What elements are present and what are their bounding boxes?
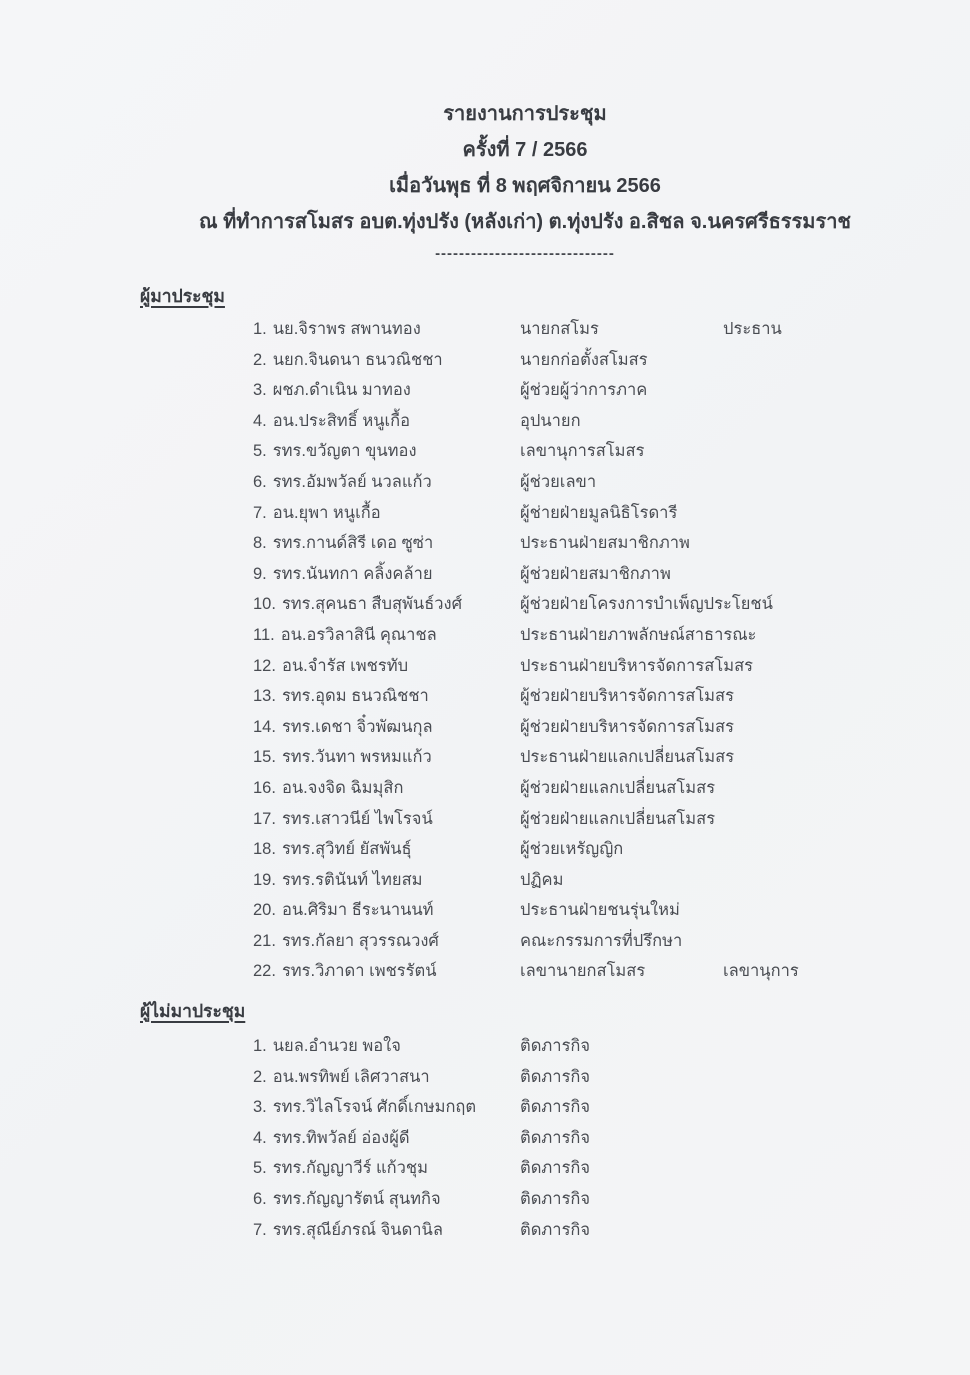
list-item [253,1184,910,1215]
attendees-section [140,268,910,987]
item-number: 18. [253,840,276,859]
item-number: 20. [253,901,276,920]
person-role: ผู้ช่วยฝ่ายบริหารจัดการสโมสร [520,687,734,706]
person-role: ติดภารกิจ [520,1159,591,1178]
item-number: 16. [253,778,276,797]
list-item [253,1031,910,1062]
item-number: 14. [253,717,276,736]
person-role: ผู้ช่วยฝ่ายสมาชิกภาพ [520,564,671,583]
person-name: รทร.วันทา พรหมแก้ว [281,748,432,767]
person-role: คณะกรรมการที่ปรึกษา [520,931,683,950]
list-item [253,804,910,835]
list-item [253,528,910,559]
person-role: ผู้ช่วยฝ่ายโครงการบำเพ็ญประโยชน์ [520,595,773,614]
meeting-date-line: เมื่อวันพุธ ที่ 8 พฤศจิกายน 2566 [389,175,661,197]
attendee-rows [140,314,910,987]
list-item [253,314,910,345]
person-name: รทร.วิไลโรจน์ ศักดิ์เกษมกฤต [272,1098,477,1117]
person-note: ประธาน [723,320,782,338]
list-item [253,406,910,437]
person-name: รทร.สุวิทย์ ยัสพันธุ์ [281,840,412,859]
person-name: อน.จงจิด ฉิมมุสิก [281,778,404,797]
section-heading: ผู้ไม่มาประชุม [140,1001,246,1022]
section-heading: ผู้มาประชุม [140,286,225,306]
person-name: รทร.อัมพวัลย์ นวลแก้ว [272,472,432,491]
person-role: ติดภารกิจ [520,1037,591,1056]
item-number: 2. [253,350,267,369]
person-name: นย.จิราพร สพานทอง [272,320,421,338]
item-number: 15. [253,748,276,767]
person-role: ประธานฝ่ายบริหารจัดการสโมสร [520,656,753,675]
item-number: 7. [253,503,267,522]
list-item [253,345,910,376]
person-role: ผู้ช่วยผู้ว่าการภาค [520,381,648,400]
person-name: อน.ประสิทธิ์ หนูเกื้อ [272,411,411,430]
person-name: รทร.สุคนธา สืบสุพันธ์วงศ์ [281,595,463,614]
dashed-separator: ------------------------------ [435,245,615,262]
person-name: อน.ศิริมา ธีระนานนท์ [281,901,434,920]
item-number: 13. [253,687,276,706]
item-number: 10. [253,595,276,614]
person-name: อน.จำรัส เพชรทับ [281,656,409,675]
item-number: 4. [253,411,267,430]
list-item [253,712,910,743]
person-name: ผชภ.ดำเนิน มาทอง [272,381,411,400]
item-number: 1. [253,320,267,338]
person-name: รทร.กัลยา สุวรรณวงศ์ [281,931,439,950]
person-name: รทร.สุณีย์ภรณ์ จินดานิล [272,1220,443,1239]
list-item [253,375,910,406]
person-role: ปฏิคม [520,870,564,889]
person-role: ประธานฝ่ายแลกเปลี่ยนสโมสร [520,748,735,767]
person-role: ติดภารกิจ [520,1220,591,1239]
person-role: นายกสโมร [520,320,599,338]
list-item [253,1215,910,1246]
person-name: รทร.เสาวนีย์ ไพโรจน์ [281,809,433,828]
person-name: อน.พรทิพย์ เลิศวาสนา [272,1067,430,1086]
person-role: เลขานายกสโมสร [520,962,646,981]
person-role: ผู้ช่วยฝ่ายแลกเปลี่ยนสโมสร [520,809,716,828]
list-item [253,895,910,926]
meeting-venue-line: ณ ที่ทำการสโมสร อบต.ทุ่งปรัง (หลังเก่า) ต.ทุ่งปรัง อ.สิชล จ.นครศรีธรรมราช [199,211,851,233]
person-note: เลขานุการ [723,962,799,981]
item-number: 8. [253,534,267,553]
person-name: อน.ยุพา หนูเกื้อ [272,503,381,522]
item-number: 3. [253,1098,267,1117]
person-name: รทร.ทิพวัลย์ อ่องผู้ดี [272,1128,410,1147]
person-role: อุปนายก [520,411,581,430]
item-number: 5. [253,1159,267,1178]
person-role: ผู้ช่วยเหรัญญิก [520,840,624,859]
list-item [253,651,910,682]
list-item [253,773,910,804]
document-title: รายงานการประชุม [443,103,607,125]
list-item [253,1123,910,1154]
item-number: 21. [253,931,276,950]
person-name: อน.อรวิลาสินี คุณาชล [280,625,437,644]
item-number: 11. [253,625,275,644]
item-number: 1. [253,1037,267,1056]
person-role: นายกก่อตั้งสโมสร [520,350,648,369]
list-item [253,559,910,590]
person-role: ติดภารกิจ [520,1190,591,1209]
item-number: 17. [253,809,276,828]
person-role: ประธานฝ่ายภาพลักษณ์สาธารณะ [520,625,757,644]
person-role: เลขานุการสโมสร [520,442,645,461]
absentee-rows [140,1031,910,1245]
list-item [253,1062,910,1093]
person-name: รทร.กานด์สิรี เดอ ซูซ่า [272,534,434,553]
item-number: 19. [253,870,276,889]
meeting-number-line: ครั้งที่ 7 / 2566 [462,139,588,161]
list-item [253,956,910,987]
list-item [253,467,910,498]
list-item [253,1092,910,1123]
person-role: ติดภารกิจ [520,1067,591,1086]
person-role: ติดภารกิจ [520,1128,591,1147]
person-role: ติดภารกิจ [520,1098,591,1117]
person-role: ผู้ช่วยฝ่ายแลกเปลี่ยนสโมสร [520,778,716,797]
list-item [253,436,910,467]
list-item [253,834,910,865]
person-name: รทร.กัญญาวีร์ แก้วชุม [272,1159,429,1178]
item-number: 9. [253,564,267,583]
person-name: รทร.วิภาดา เพชรรัตน์ [281,962,437,981]
absentees-section [140,987,910,1245]
person-name: รทร.รตินันท์ ไทยสม [281,870,423,889]
list-item [253,620,910,651]
person-name: รทร.กัญญารัตน์ สุนทกิจ [272,1190,441,1209]
person-name: นยก.จินดนา ธนวณิชชา [272,350,443,369]
list-item [253,742,910,773]
person-name: รทร.เดชา จิ๋วพัฒนกุล [281,717,433,736]
list-item [253,498,910,529]
person-name: รทร.อุดม ธนวณิชชา [281,687,429,706]
document-header [140,0,910,240]
list-item [253,865,910,896]
item-number: 3. [253,381,267,400]
person-role: ประธานฝ่ายสมาชิกภาพ [520,534,690,553]
person-name: นยล.อำนวย พอใจ [272,1037,401,1056]
item-number: 6. [253,1190,267,1209]
person-name: รทร.นันทกา คลิ้งคล้าย [272,564,433,583]
item-number: 22. [253,962,276,981]
person-name: รทร.ขวัญตา ขุนทอง [272,442,417,461]
item-number: 6. [253,472,267,491]
list-item [253,1153,910,1184]
list-item [253,681,910,712]
list-item [253,589,910,620]
person-role: ผู้ช่วยฝ่ายบริหารจัดการสโมสร [520,717,734,736]
list-item [253,926,910,957]
item-number: 2. [253,1067,267,1086]
item-number: 7. [253,1220,267,1239]
person-role: ประธานฝ่ายชนรุ่นใหม่ [520,901,680,920]
item-number: 5. [253,442,267,461]
item-number: 4. [253,1128,267,1147]
person-role: ผู้ช่วยเลขา [520,472,597,491]
item-number: 12. [253,656,276,675]
person-role: ผู้ช่ายฝ่ายมูลนิธิโรดารี [520,503,678,522]
